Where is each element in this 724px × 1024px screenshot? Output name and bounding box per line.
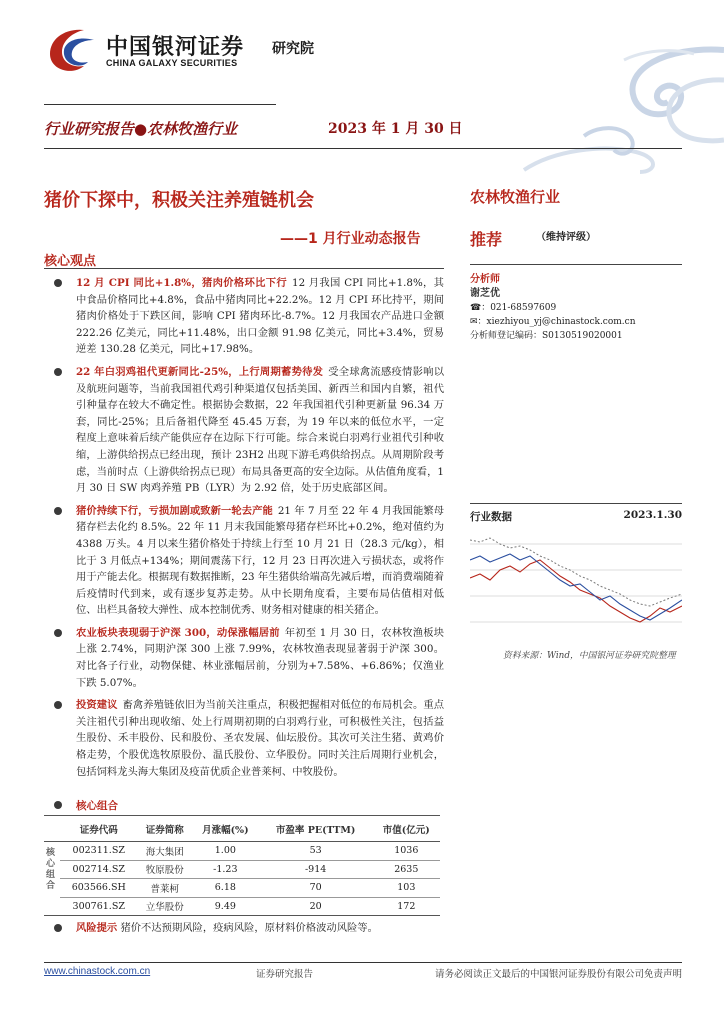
table-row: 300761.SZ 立华股份 9.49 20 172 [44,897,440,916]
table-row: 002311.SZ 海大集团 1.00 53 1036 [44,842,440,861]
bullet-dot-icon [54,629,62,637]
auspicious-cloud-decoration [404,40,724,180]
col-market-cap: 市值(亿元) [373,816,440,842]
website-link[interactable]: www.chinastock.com.cn [44,966,151,977]
footer-report-type: 证券研究报告 [256,969,314,980]
brand-name-en: CHINA GALAXY SECURITIES [106,58,238,68]
core-portfolio-side-label: 核心组合 [46,848,56,891]
bullet-dot-icon [54,801,62,809]
report-date: 2023 年 1 月 30 日 [328,121,463,137]
risk-text: 猪价不达预期风险，疫病风险，原材料价格波动风险等。 [120,922,378,934]
col-name: 证券简称 [138,816,192,842]
col-code: 证券代码 [60,816,138,842]
bullet-broiler [44,364,444,497]
col-pe: 市盈率 PE(TTM) [259,816,373,842]
core-portfolio-table [44,815,440,916]
sidebar [470,186,682,250]
table-side-col [44,816,60,842]
bullet-text: 12 月我国 CPI 同比+1.8%，其中食品价格同比+4.8%，食品中猪肉同比+22.2%。12 月 CPI 环比持平，期间猪肉价格处于下跌区间，影响 CPI 猪肉环比-8.7%。12 月我国农产品进口金额 222.26 亿美元，同比+11.48%，出口金额 91.98 亿美元，同比+3.4%，贸易逆差 130.28 亿美元，同比+17.98%。 [76,277,444,356]
bullet-cpi [44,275,444,358]
rating-note: （维持评级） [536,232,596,243]
brand-logo [44,24,344,80]
bullet-heading: 22 年白羽鸡祖代更新同比-25%，上行周期蓄势待发 [76,365,324,378]
chart-source-note: 资料来源：Wind，中国银河证券研究院整理 [503,651,676,661]
report-header [0,0,724,185]
bullet-hog [44,503,444,619]
analyst-license: 分析师登记编码：S0130519020001 [470,331,623,341]
table-header-row [44,816,440,842]
table-row: 002714.SZ 牧原股份 -1.23 -914 2635 [44,860,440,879]
industry-index-chart [470,520,682,646]
analyst-info [470,264,682,343]
report-subtitle: ——1 月行业动态报告 [280,231,421,247]
footer-rule [44,962,682,963]
report-category: 行业研究报告●农林牧渔行业 [44,120,238,138]
risk-warning [44,920,444,936]
analyst-phone: ☎：021-68597609 [470,303,557,313]
recommendation: 推荐 [470,230,503,249]
bullet-heading: 猪价持续下行，亏损加剧或致新一轮去产能 [76,504,273,517]
industry-data-label: 行业数据 [470,511,512,523]
bullet-investment-advice [44,697,444,780]
header-rule-bottom [44,148,682,149]
header-rule-top [44,104,276,105]
bullet-dot-icon [54,279,62,287]
chart-series-sector [470,560,682,622]
col-monthly-change: 月涨幅(%) [192,816,259,842]
bullet-dot-icon [54,368,62,376]
core-views-heading: 核心观点 [44,254,97,269]
core-portfolio-heading: 核心组合 [44,798,118,813]
report-title: 猪价下探中，积极关注养殖链机会 [44,190,314,211]
analyst-email[interactable]: ✉：xiezhiyou_yj@chinastock.com.cn [470,317,636,327]
bullet-heading: 12 月 CPI 同比+1.8%，猪肉价格环比下行 [76,277,288,289]
bullet-text: 受全球禽流感疫情影响以及航班问题等，当前我国祖代鸡引种渠道仅包括美国、新西兰和国内自繁，祖代引种量存在较大不确定性。根据协会数据，22 年我国祖代引种更新量 96.34 万套，同比-25%；且后备祖代降至 45.45 万套，为 19 年以来的低位水平，一定程度上意味着后续产能供应存在边际下行可能。综合来说白羽鸡行业祖代引种收缩，上游供给拐点已经出现，预计 23H2 出现下游毛鸡供给拐点。从周期阶段考虑，当前时点（上游供给拐点已现）布局具备更高的安全边际。从估值角度看，1 月 30 日 SW 肉鸡养殖 PB（LYR）为 2.92 倍，处于历史底部区间。 [76,365,444,495]
industry-data-date: 2023.1.30 [623,509,682,521]
analyst-label: 分析师 [470,274,500,285]
brand-name-cn: 中国银河证券 [106,35,245,60]
sector-name: 农林牧渔行业 [470,188,561,206]
bullet-dot-icon [54,507,62,515]
bullet-heading: 农业板块表现弱于沪深 300，动保涨幅居前 [76,626,280,639]
brand-institute: 研究院 [272,41,314,57]
core-views-list [44,268,444,780]
analyst-name: 谢芝优 [470,288,500,299]
risk-heading: 风险提示 [76,922,118,934]
bullet-text: 年初至 1 月 30 日，农林牧渔板块上涨 2.74%，同期沪深 300 上涨 7.99%，农林牧渔表现显著弱于沪深 300。对比各子行业，动物保健、林业涨幅居前，分别为+7.58%、+6.86%；仅渔业下跌 5.07%。 [76,626,445,689]
footer-disclaimer: 请务必阅读正文最后的中国银河证券股份有限公司免责声明 [434,969,682,980]
galaxy-logo-icon [44,24,102,76]
bullet-text: 21 年 7 月至 22 年 4 月我国能繁母猪存栏去化约 8.5%。22 年 11 月末我国能繁母猪存栏环比+0.2%，绝对值约为 4388 万头。4 月以来生猪价格处于持续上行至 10 月 21 日（28.3 元/kg），相比于 3 月低点+134%；期间震荡下行，12 月 23 日再次进入亏损状态，或将作用于产能去化。根据现有数据推断，23 年生猪供给端高先减后增，而消费端随着后疫情时代到来，或有逐步复苏走势。从中长期角度看，主要布局估值相对低位、出栏具备较大弹性、成本控制优秀、财务相对健康的相关猪企。 [76,504,445,617]
bullet-dot-icon [54,924,62,932]
bullet-dot-icon [54,701,62,709]
table-row: 603566.SH 普莱柯 6.18 70 103 [44,879,440,898]
bullet-heading: 投资建议 [76,699,118,712]
bullet-sector-performance [44,625,444,691]
bullet-text: 畜禽养殖链依旧为当前关注重点，积极把握相对低位的布局机会。重点关注祖代引种出现收缩、处上行周期初期的白羽鸡行业，可积极性关注，包括益生股份、禾丰股份、民和股份、圣农发展、仙坛股份。其次可关注生猪、黄鸡价格走势，个股优选牧原股份、温氏股份、立华股份。同时关注后周期行业机会，包括饲料龙头海大集团及疫苗优质企业普莱柯、中牧股份。 [76,699,445,778]
